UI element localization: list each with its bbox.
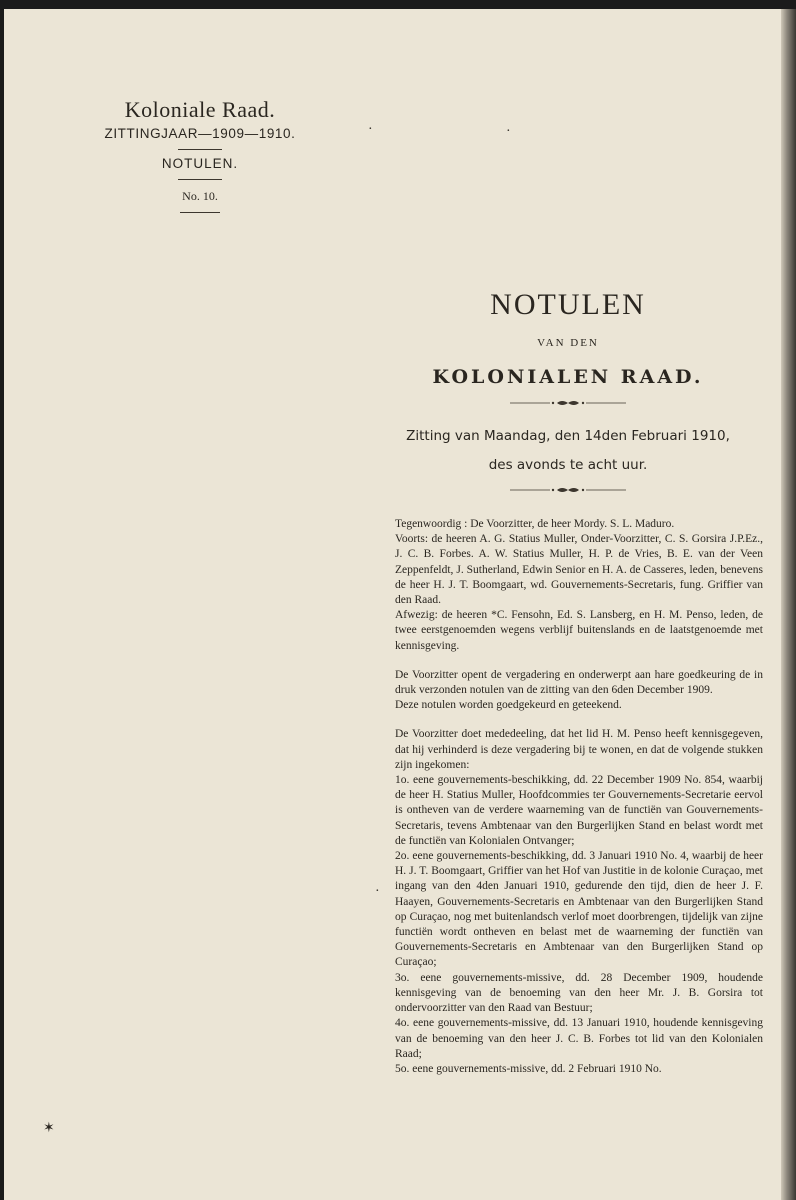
ornament-divider (388, 485, 748, 495)
divider (178, 149, 222, 150)
subtitle-van-den: VAN DEN (537, 337, 599, 349)
paragraph-opening: De Voorzitter opent de vergadering en onderwerpt aan hare goedkeuring de in druk verzonden notulen van de zitting van den 6den December 1909. (395, 668, 763, 697)
divider (180, 212, 220, 213)
minutes-body (395, 517, 763, 1077)
paragraph-absent: Afwezig: de heeren *C. Fensohn, Ed. S. Lansberg, en H. M. Penso, leden, de twee eerstgenoemden wegens verblijf buitenslands en de laatstgenoemde met kennisgeving. (395, 609, 763, 652)
speck-mark: · (368, 122, 373, 137)
page-title: NOTULEN (490, 288, 646, 321)
masthead-session: ZITTINGJAAR—1909—1910. (104, 126, 296, 141)
paragraph-attendance: Tegenwoordig : De Voorzitter, de heer Mordy. S. L. Maduro. (395, 518, 675, 530)
list-item-5: 5o. eene gouvernements-missive, dd. 2 Februari 1910 No. (395, 1062, 662, 1075)
session-time: des avonds te acht uur. (488, 457, 648, 473)
asterisk-mark: ✶ (43, 1121, 55, 1136)
session-date: Zitting van Maandag, den 14den Februari 1910, (406, 428, 730, 444)
list-item-3: 3o. eene gouvernements-missive, dd. 28 December 1909, houdende kennisgeving van de benoeming van den heer Mr. J. B. Gorsira tot ondervoorzitter van den Raad van Bestuur; (395, 971, 763, 1015)
list-item-1: 1o. eene gouvernements-beschikking, dd. 22 December 1909 No. 854, waarbij de heer H. Statius Muller, Hoofdcommies ter Gouvernements-Secretarie eervol is ontheven van de verdere waarneming van de functiën van Gouvernements-Secretaris, tevens Ambtenaar van den Burgerlijken Stand en belast wordt met de functiën van Kolonialen Ontvanger; (395, 774, 763, 847)
speck-mark: · (375, 884, 380, 899)
paragraph-approval: Deze notulen worden goedgekeurd en geteekend. (395, 699, 622, 712)
masthead-title: Koloniale Raad. (124, 97, 276, 122)
speck-mark: · (506, 124, 511, 139)
masthead-number: No. 10. (182, 189, 218, 203)
page-edge (781, 9, 796, 1200)
ornament-divider (388, 398, 748, 408)
masthead-section: NOTULEN. (161, 156, 239, 171)
paragraph-members: Voorts: de heeren A. G. Statius Muller, Onder-Voorzitter, C. S. Gorsira J.P.Ez., J. C. B. Forbes. A. W. Statius Muller, H. P. de Vries, B. E. van der Veen Zeppenfeldt, J. Sutherland, Edwin Senior en H. A. de Casseres, leden, benevens de heer H. J. T. Boomgaart, wd. Gouvernements-Secretaris, fung. Griffier van den Raad. (395, 533, 763, 607)
masthead (70, 96, 330, 213)
paragraph-announcement: De Voorzitter doet mededeeling, dat het lid H. M. Penso heeft kennisgegeven, dat hij verhinderd is deze vergadering bij te wonen, en dat de volgende stukken zijn ingekomen: (395, 728, 763, 771)
divider (178, 179, 222, 180)
list-item-4: 4o. eene gouvernements-missive, dd. 13 Januari 1910, houdende kennisgeving van de benoeming van den heer J. C. B. Forbes tot lid van den Kolonialen Raad; (395, 1017, 763, 1060)
list-item-2: 2o. eene gouvernements-beschikking, dd. 3 Januari 1910 No. 4, waarbij de heer H. J. T. Boomgaart, Griffier van het Hof van Justitie in de kolonie Curaçao, met ingang van den 4den Januari 1910, gedurende den tijd, dien de heer J. F. Haayen, Gouvernements-Secretaris en Ambtenaar van den Burgerlijken Stand op Curaçao, nog met buitenlandsch verlof moet doorbrengen, tijdelijk van zijne functiën wordt ontheven en belast met de waarneming der functiën van Gouvernements-Secretaris en Ambtenaar van den Burgerlijken Stand op Curaçao; (395, 850, 763, 969)
subtitle-raad: KOLONIALEN RAAD. (432, 366, 704, 388)
